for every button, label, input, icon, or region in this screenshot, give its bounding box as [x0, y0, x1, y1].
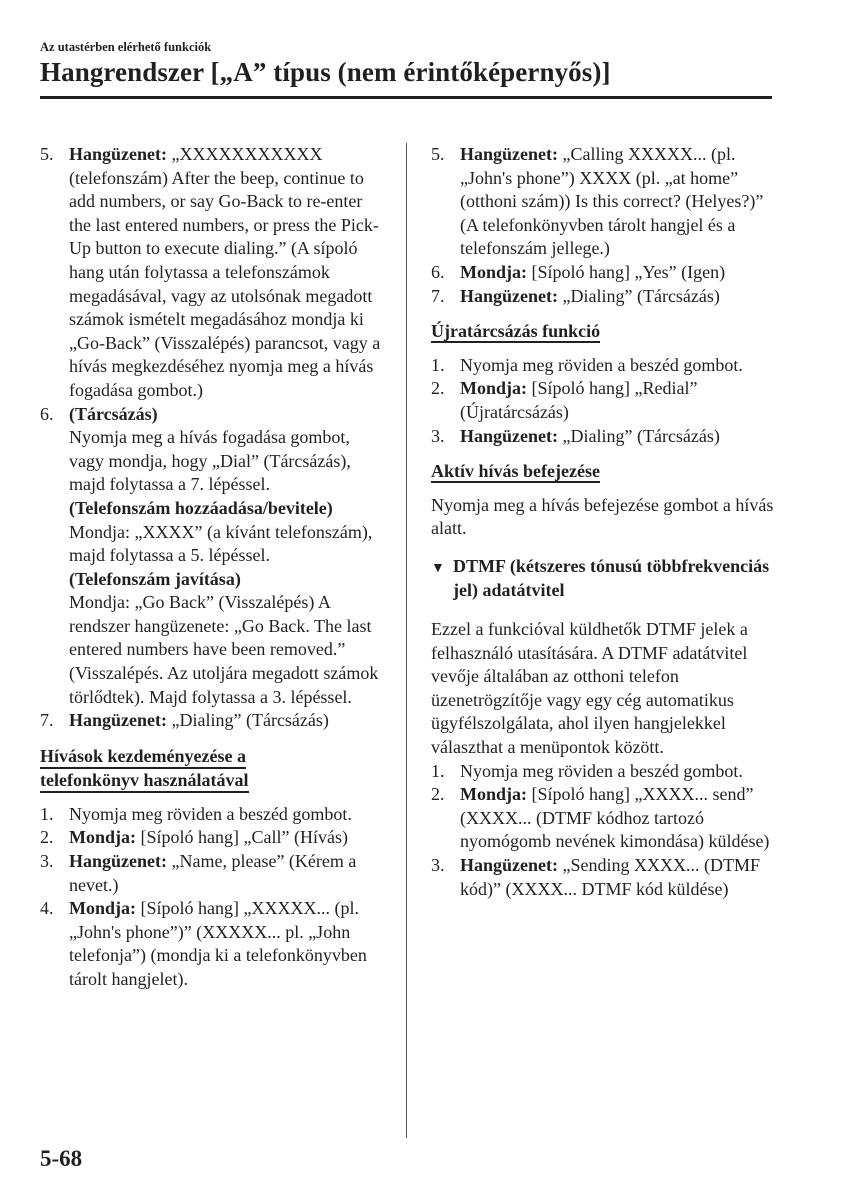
list-item: [431, 377, 776, 424]
step-number: 3.: [40, 851, 54, 872]
step-number: 5.: [431, 144, 445, 164]
page-number: 5-68: [40, 1146, 83, 1171]
step-text: [Sípoló hang] „XXXXX... (pl. „John's phone”)” (XXXXX... pl. „John telefonja”) (mondja ki a telefonkönyvben tárolt hangjelet).: [69, 898, 367, 989]
section-heading-line: telefonkönyv használatával: [40, 769, 249, 793]
step-label: Hangüzenet:: [69, 710, 167, 731]
step-text: „Dialing” (Tárcsázás): [167, 710, 329, 731]
step-text: „Calling XXXXX... (pl. „John's phone”) XXXX (pl. „at home” (otthoni szám)) Is this correct? (Helyes?)” (A telefonkönyvben tárolt hangjel és a telefonszám jellege.): [460, 144, 764, 259]
sub-text-correct-number: Mondja: „Go Back” (Visszalépés) A rendszer hangüzenete: „Go Back. The last entered numbers have been removed.” (Visszalépés. Az utoljára megadott számok törlődtek). Majd folytassa a 3. lépéssel.: [69, 592, 379, 707]
step-text: „Dialing” (Tárcsázás): [558, 425, 720, 446]
step-body: [460, 285, 776, 309]
section-heading-redial: [431, 320, 776, 344]
section-heading-phonebook-call: [40, 745, 385, 793]
step-label: Hangüzenet:: [460, 144, 558, 164]
step-number: 1.: [431, 760, 445, 781]
step-5-item: [40, 143, 385, 403]
step-text: „Sending XXXX... (DTMF kód)” (XXXX... DTMF kód küldése): [460, 855, 760, 899]
step-text: [Sípoló hang] „Call” (Hívás): [136, 827, 348, 848]
step-text: „Name, please” (Kérem a nevet.): [69, 851, 357, 895]
end-call-paragraph: Nyomja meg a hívás befejezése gombot a hívás alatt.: [431, 494, 774, 539]
step-label: Mondja:: [69, 827, 136, 848]
step-label: Hangüzenet:: [460, 855, 558, 876]
right-column: [431, 143, 776, 901]
list-item: [431, 261, 776, 285]
step-label: Hangüzenet:: [460, 285, 558, 306]
step-text: Nyomja meg röviden a beszéd gombot.: [460, 354, 743, 375]
sub-heading-add-number: (Telefonszám hozzáadása/bevitele): [69, 497, 333, 518]
step-number: 3.: [431, 425, 445, 446]
step-number: 3.: [431, 855, 445, 876]
step-body: [69, 826, 385, 850]
column-divider: [406, 143, 407, 1138]
step-body: [69, 709, 385, 733]
step-text: Nyomja meg röviden a beszéd gombot.: [69, 803, 352, 824]
triangle-down-icon: ▼: [431, 560, 445, 576]
section-heading-text: Aktív hívás befejezése: [431, 461, 600, 482]
list-item: [40, 850, 385, 897]
step-body: [69, 850, 385, 897]
section-heading-text: Újratárcsázás funkció: [431, 321, 601, 342]
step-body: [69, 403, 385, 710]
step-number: 6.: [40, 403, 54, 424]
step-text: [Sípoló hang] „XXXX... send” (XXXX... (DTMF kódhoz tartozó nyomógomb nevének kimondása) küldése): [460, 784, 770, 852]
step-text: [Sípoló hang] „Yes” (Igen): [527, 261, 726, 282]
sub-heading-correct-number: (Telefonszám javítása): [69, 568, 241, 589]
left-column: [40, 143, 385, 992]
sub-text-add-number: Mondja: „XXXX” (a kívánt telefonszám), majd folytassa a 5. lépéssel.: [69, 521, 373, 566]
dtmf-paragraph: Ezzel a funkcióval küldhetők DTMF jelek a felhasználó utasítására. A DTMF adatátvitel vevője általában az otthoni telefon üzenetrögzítője vagy egy cég automatikus ügyfélszolgálata, ahol ilyen hangjelekkel választhat a menüpontok között.: [431, 619, 748, 758]
step-body: [460, 854, 776, 901]
list-item: [431, 285, 776, 309]
title-rule: [40, 96, 772, 99]
list-item: [40, 826, 385, 850]
step-label: Hangüzenet:: [69, 851, 167, 872]
section-header: Az utastérben elérhető funkciók: [40, 40, 212, 54]
step-body: [460, 354, 776, 378]
step-number: 2.: [40, 827, 54, 848]
step-number: 7.: [431, 285, 445, 306]
section-heading-line: Hívások kezdeményezése a: [40, 745, 246, 769]
step-number: 5.: [40, 144, 54, 164]
step-number: 1.: [431, 354, 445, 375]
step-number: 4.: [40, 898, 54, 919]
list-item: [431, 143, 776, 261]
step-label: Mondja:: [460, 784, 527, 805]
step-text: Nyomja meg röviden a beszéd gombot.: [460, 760, 743, 781]
step-number: 6.: [431, 261, 445, 282]
step-text: „Dialing” (Tárcsázás): [558, 285, 720, 306]
step-label: Hangüzenet:: [460, 425, 558, 446]
step-body: [460, 783, 776, 854]
step-body: [69, 803, 385, 827]
step-label: Hangüzenet:: [69, 144, 167, 164]
step-body: [460, 425, 776, 449]
section-heading-end-call: [431, 460, 776, 484]
list-item: [431, 854, 776, 901]
step-number: 2.: [431, 784, 445, 805]
step-7-item: [40, 709, 385, 733]
step-body: [460, 143, 776, 261]
page-title: Hangrendszer [„A” típus (nem érintőképernyős)]: [40, 57, 611, 87]
sub-text-dial: Nyomja meg a hívás fogadása gombot, vagy mondja, hogy „Dial” (Tárcsázás), majd folytassa a 7. lépéssel.: [69, 427, 351, 495]
step-number: 2.: [431, 378, 445, 399]
step-number: 1.: [40, 803, 54, 824]
step-body: [69, 143, 385, 403]
step-body: [69, 897, 385, 991]
list-item: [431, 760, 776, 784]
step-body: [460, 261, 776, 285]
step-body: [460, 760, 776, 784]
list-item: [431, 783, 776, 854]
list-item: [40, 803, 385, 827]
step-label: Mondja:: [460, 261, 527, 282]
sub-heading-dial: (Tárcsázás): [69, 403, 158, 424]
step-6-item: [40, 403, 385, 710]
step-text: [Sípoló hang] „Redial” (Újratárcsázás): [460, 378, 698, 422]
step-label: Mondja:: [460, 378, 527, 399]
list-item: [431, 354, 776, 378]
dtmf-heading-text: DTMF (kétszeres tónusú többfrekvenciás jel) adatátvitel: [453, 555, 770, 600]
list-item: [40, 897, 385, 991]
list-item: [431, 425, 776, 449]
step-body: [460, 377, 776, 424]
step-number: 7.: [40, 710, 54, 731]
step-text: „XXXXXXXXXXX (telefonszám) After the beep, continue to add numbers, or say Go-Back to re-enter the last entered numbers, or press the Pick-Up button to execute dialing.” (A sípoló hang után folytassa a telefonszámok megadásával, vagy az utolsónak megadott számok ismételt megadásához mondja ki „Go-Back” (Visszalépés) parancsot, vagy a hívás megkezdéséhez nyomja meg a hívás fogadása gombot.): [69, 144, 381, 400]
dtmf-heading: [431, 555, 776, 602]
step-label: Mondja:: [69, 898, 136, 919]
